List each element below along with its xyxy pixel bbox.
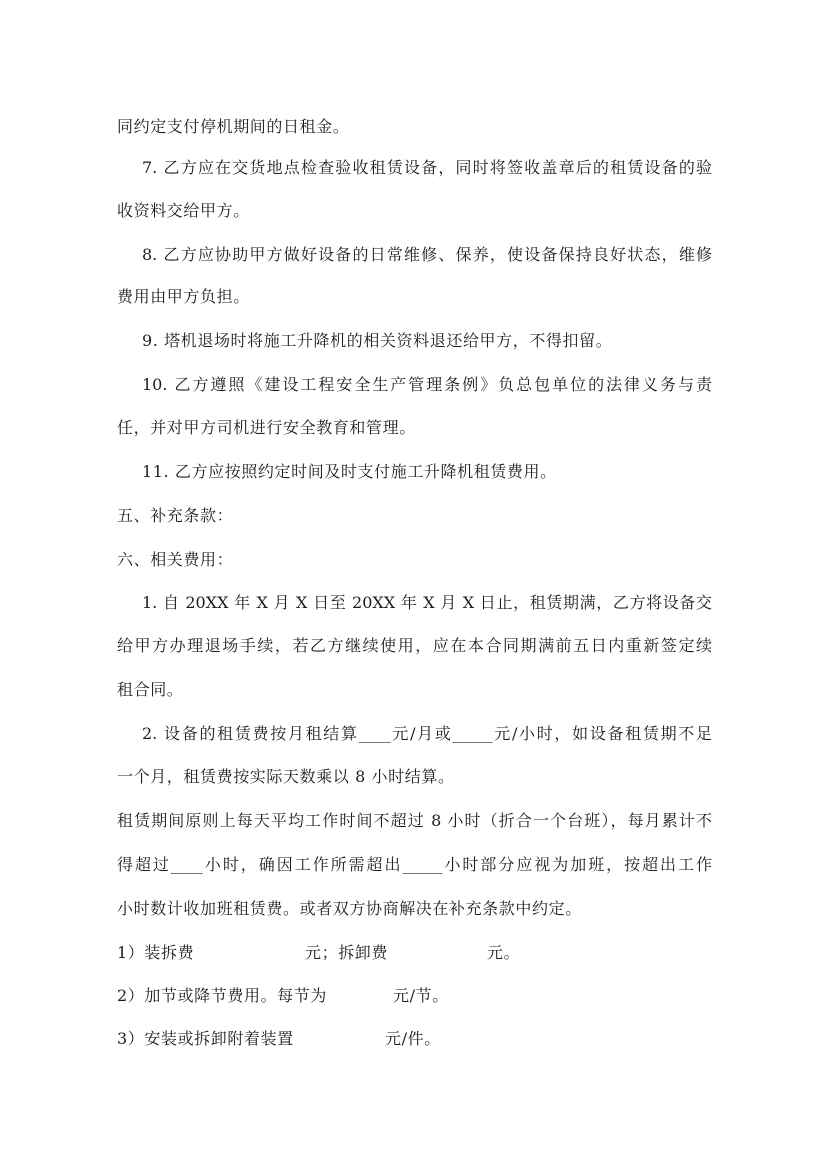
fee-row-section-unit: 元/节。: [393, 986, 449, 1005]
fee-row-section-label: 2）加节或降节费用。每节为: [117, 986, 327, 1005]
fee-row-dismantle-unit: 元。: [487, 943, 521, 962]
clause-7-line-2: 收资料交给甲方。: [117, 201, 250, 220]
fee-item-2-line-2: 一个月，租赁费按实际天数乘以 8 小时结算。: [117, 767, 455, 786]
fee-row-attachment-unit: 元/件。: [385, 1029, 441, 1048]
fee-row-attachment: [117, 1027, 717, 1051]
hours-note-line-2: 得超过____小时，确因工作所需超出_____小时部分应视为加班，按超出工作: [117, 855, 712, 874]
fee-row-install-unit: 元；拆卸费: [305, 943, 389, 962]
continuation-line: 同约定支付停机期间的日租金。: [117, 117, 350, 136]
clause-8-line-1: 8. 乙方应协助甲方做好设备的日常维修、保养，使设备保持良好状态，维修: [142, 245, 712, 264]
clause-9-line-1: 9. 塔机退场时将施工升降机的相关资料退还给甲方，不得扣留。: [142, 331, 613, 350]
fee-item-1-line-2: 给甲方办理退场手续，若乙方继续使用，应在本合同期满前五日内重新签定续: [117, 636, 712, 655]
fee-row-section: [117, 984, 717, 1008]
fee-item-1-line-3: 租合同。: [117, 680, 184, 699]
hours-note-line-1: 租赁期间原则上每天平均工作时间不超过 8 小时（折合一个台班），每月累计不: [117, 811, 712, 830]
fee-item-2-line-1: 2. 设备的租赁费按月租结算____元/月或_____元/小时，如设备租赁期不足: [142, 724, 712, 743]
fee-row-attachment-label: 3）安装或拆卸附着装置: [117, 1029, 294, 1048]
section-6-heading: 六、相关费用：: [117, 550, 234, 569]
fee-item-1-line-1: 1. 自 20XX 年 X 月 X 日至 20XX 年 X 月 X 日止，租赁期满，乙方将设备交: [142, 593, 712, 612]
clause-10-line-2: 任，并对甲方司机进行安全教育和管理。: [117, 418, 416, 437]
clause-8-line-2: 费用由甲方负担。: [117, 287, 250, 306]
hours-note-line-3: 小时数计收加班租赁费。或者双方协商解决在补充条款中约定。: [117, 899, 582, 918]
section-5-heading: 五、补充条款：: [117, 506, 234, 525]
fee-row-install-label: 1）装拆费: [117, 943, 195, 962]
clause-7-line-1: 7. 乙方应在交货地点检查验收租赁设备，同时将签收盖章后的租赁设备的验: [142, 158, 712, 177]
fee-row-install: [117, 941, 717, 965]
clause-10-line-1: 10. 乙方遵照《建设工程安全生产管理条例》负总包单位的法律义务与责: [142, 375, 712, 394]
clause-11-line-1: 11. 乙方应按照约定时间及时支付施工升降机租赁费用。: [142, 462, 557, 481]
